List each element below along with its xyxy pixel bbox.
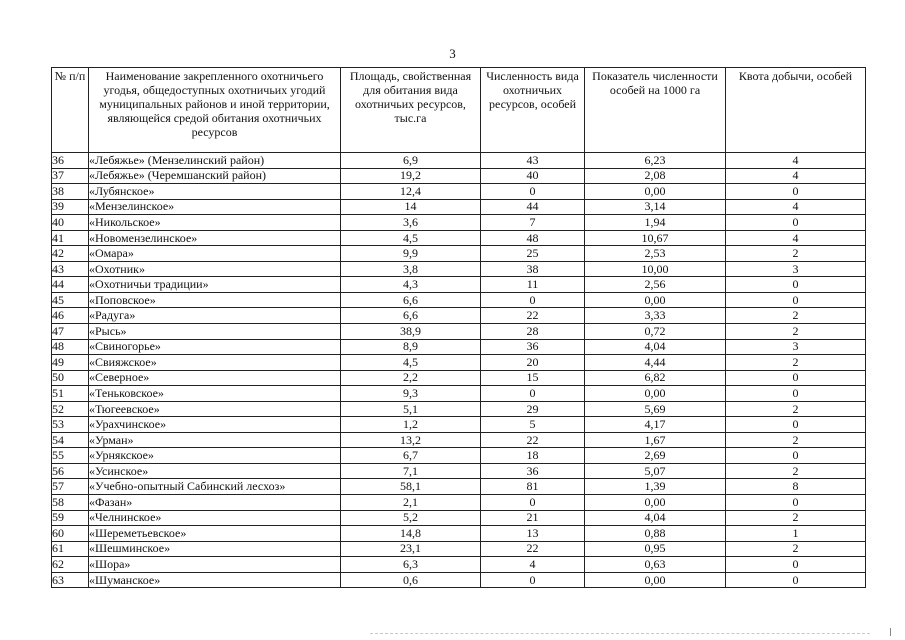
cell-quota: 2	[726, 463, 866, 479]
cell-density: 1,94	[585, 215, 726, 231]
cell-count: 22	[481, 541, 585, 557]
cell-density: 5,07	[585, 463, 726, 479]
header-quota: Квота добычи, особей	[726, 68, 866, 153]
cell-count: 43	[481, 153, 585, 169]
cell-name: «Теньковское»	[89, 386, 341, 402]
table-row	[52, 339, 866, 355]
cell-density: 0,88	[585, 526, 726, 542]
cell-quota: 2	[726, 510, 866, 526]
cell-density: 4,17	[585, 417, 726, 433]
cell-area: 4,5	[341, 355, 481, 371]
cell-num: 51	[52, 386, 89, 402]
cell-quota: 0	[726, 277, 866, 293]
table-row	[52, 401, 866, 417]
cell-name: «Усинское»	[89, 463, 341, 479]
cell-area: 9,9	[341, 246, 481, 262]
cell-count: 29	[481, 401, 585, 417]
table-header-row	[52, 68, 866, 153]
cell-name: «Урнякское»	[89, 448, 341, 464]
header-area: Площадь, свойственная для обитания вида охотничьих ресурсов, тыс.га	[341, 68, 481, 153]
cell-count: 36	[481, 339, 585, 355]
cell-quota: 2	[726, 246, 866, 262]
cell-area: 5,1	[341, 401, 481, 417]
cell-num: 48	[52, 339, 89, 355]
cell-area: 6,6	[341, 292, 481, 308]
cell-quota: 0	[726, 495, 866, 511]
cell-density: 3,14	[585, 199, 726, 215]
cell-name: «Урман»	[89, 432, 341, 448]
cell-density: 6,82	[585, 370, 726, 386]
cell-area: 1,2	[341, 417, 481, 433]
header-name: Наименование закрепленного охотничьего угодья, общедоступных охотничьих угодий муниципальных районов и иной территории, являющейся средой обитания охотничьих ресурсов	[89, 68, 341, 153]
cell-density: 3,33	[585, 308, 726, 324]
cell-density: 4,44	[585, 355, 726, 371]
cell-num: 42	[52, 246, 89, 262]
cell-name: «Свияжское»	[89, 355, 341, 371]
header-count: Численность вида охотничьих ресурсов, особей	[481, 68, 585, 153]
cell-quota: 4	[726, 168, 866, 184]
cell-name: «Шуманское»	[89, 572, 341, 588]
cell-num: 37	[52, 168, 89, 184]
cell-quota: 3	[726, 339, 866, 355]
cell-count: 20	[481, 355, 585, 371]
cell-name: «Шереметьевское»	[89, 526, 341, 542]
cell-name: «Северное»	[89, 370, 341, 386]
cell-name: «Шора»	[89, 557, 341, 573]
cell-quota: 2	[726, 401, 866, 417]
cell-quota: 0	[726, 572, 866, 588]
table-row	[52, 246, 866, 262]
cell-density: 0,00	[585, 495, 726, 511]
cell-area: 8,9	[341, 339, 481, 355]
cell-count: 0	[481, 495, 585, 511]
cell-num: 49	[52, 355, 89, 371]
cell-num: 38	[52, 184, 89, 200]
cell-quota: 2	[726, 541, 866, 557]
table-body	[52, 153, 866, 588]
cell-count: 5	[481, 417, 585, 433]
cell-name: «Лубянское»	[89, 184, 341, 200]
cell-density: 2,69	[585, 448, 726, 464]
cell-count: 38	[481, 261, 585, 277]
table-row	[52, 541, 866, 557]
cell-quota: 0	[726, 370, 866, 386]
cell-quota: 1	[726, 526, 866, 542]
cell-density: 0,63	[585, 557, 726, 573]
cell-quota: 2	[726, 324, 866, 340]
cell-count: 40	[481, 168, 585, 184]
cell-area: 14,8	[341, 526, 481, 542]
table-row	[52, 463, 866, 479]
table-row	[52, 479, 866, 495]
cell-density: 0,72	[585, 324, 726, 340]
page-number: 3	[449, 46, 456, 61]
cell-area: 5,2	[341, 510, 481, 526]
cell-count: 21	[481, 510, 585, 526]
cell-density: 10,00	[585, 261, 726, 277]
cell-name: «Учебно-опытный Сабинский лесхоз»	[89, 479, 341, 495]
cell-area: 6,3	[341, 557, 481, 573]
cell-density: 0,00	[585, 386, 726, 402]
cell-density: 2,08	[585, 168, 726, 184]
cell-quota: 0	[726, 557, 866, 573]
cell-quota: 0	[726, 417, 866, 433]
cell-count: 13	[481, 526, 585, 542]
cell-area: 7,1	[341, 463, 481, 479]
cell-num: 63	[52, 572, 89, 588]
cell-area: 6,6	[341, 308, 481, 324]
cell-count: 25	[481, 246, 585, 262]
cell-density: 10,67	[585, 230, 726, 246]
cell-num: 43	[52, 261, 89, 277]
cell-name: «Лебяжье» (Мензелинский район)	[89, 153, 341, 169]
cell-quota: 4	[726, 199, 866, 215]
cell-density: 2,53	[585, 246, 726, 262]
cell-name: «Урахчинское»	[89, 417, 341, 433]
cell-name: «Мензелинское»	[89, 199, 341, 215]
table-row	[52, 510, 866, 526]
table-row	[52, 557, 866, 573]
cell-count: 28	[481, 324, 585, 340]
header-density: Показатель численности особей на 1000 га	[585, 68, 726, 153]
hunting-quota-table	[51, 67, 866, 588]
cell-quota: 4	[726, 230, 866, 246]
cell-density: 0,00	[585, 292, 726, 308]
cell-quota: 0	[726, 215, 866, 231]
cell-count: 0	[481, 292, 585, 308]
cell-density: 4,04	[585, 339, 726, 355]
table-row	[52, 448, 866, 464]
table-row	[52, 355, 866, 371]
cell-density: 4,04	[585, 510, 726, 526]
cell-num: 39	[52, 199, 89, 215]
cell-area: 6,7	[341, 448, 481, 464]
table-row	[52, 215, 866, 231]
cell-quota: 0	[726, 292, 866, 308]
cell-area: 2,1	[341, 495, 481, 511]
table-row	[52, 277, 866, 293]
table-row	[52, 292, 866, 308]
cell-num: 47	[52, 324, 89, 340]
cell-area: 2,2	[341, 370, 481, 386]
table-row	[52, 199, 866, 215]
cell-name: «Шешминское»	[89, 541, 341, 557]
cell-name: «Охотник»	[89, 261, 341, 277]
cell-name: «Фазан»	[89, 495, 341, 511]
scan-artifact-mark	[890, 628, 891, 636]
cell-count: 81	[481, 479, 585, 495]
cell-quota: 2	[726, 355, 866, 371]
cell-name: «Тюгеевское»	[89, 401, 341, 417]
cell-area: 4,5	[341, 230, 481, 246]
cell-num: 59	[52, 510, 89, 526]
cell-count: 15	[481, 370, 585, 386]
cell-num: 54	[52, 432, 89, 448]
cell-density: 0,95	[585, 541, 726, 557]
cell-num: 62	[52, 557, 89, 573]
cell-count: 0	[481, 572, 585, 588]
cell-area: 12,4	[341, 184, 481, 200]
table-row	[52, 324, 866, 340]
cell-name: «Поповское»	[89, 292, 341, 308]
table-row	[52, 168, 866, 184]
cell-count: 11	[481, 277, 585, 293]
table-row	[52, 184, 866, 200]
cell-name: «Омара»	[89, 246, 341, 262]
cell-name: «Свиногорье»	[89, 339, 341, 355]
cell-quota: 0	[726, 184, 866, 200]
cell-area: 19,2	[341, 168, 481, 184]
table-row	[52, 153, 866, 169]
cell-quota: 4	[726, 153, 866, 169]
table-row	[52, 526, 866, 542]
header-num: № п/п	[52, 68, 89, 153]
cell-name: «Новомензелинское»	[89, 230, 341, 246]
cell-num: 55	[52, 448, 89, 464]
cell-density: 2,56	[585, 277, 726, 293]
cell-name: «Никольское»	[89, 215, 341, 231]
cell-quota: 2	[726, 432, 866, 448]
cell-count: 44	[481, 199, 585, 215]
cell-num: 61	[52, 541, 89, 557]
cell-num: 60	[52, 526, 89, 542]
cell-num: 58	[52, 495, 89, 511]
cell-count: 0	[481, 386, 585, 402]
cell-area: 0,6	[341, 572, 481, 588]
cell-density: 6,23	[585, 153, 726, 169]
cell-density: 0,00	[585, 572, 726, 588]
cell-area: 9,3	[341, 386, 481, 402]
cell-num: 52	[52, 401, 89, 417]
cell-area: 13,2	[341, 432, 481, 448]
cell-density: 5,69	[585, 401, 726, 417]
cell-area: 3,8	[341, 261, 481, 277]
cell-num: 53	[52, 417, 89, 433]
table-row	[52, 417, 866, 433]
table-row	[52, 308, 866, 324]
cell-area: 6,9	[341, 153, 481, 169]
cell-quota: 3	[726, 261, 866, 277]
cell-num: 45	[52, 292, 89, 308]
cell-name: «Охотничьи традиции»	[89, 277, 341, 293]
table-row	[52, 495, 866, 511]
cell-num: 57	[52, 479, 89, 495]
cell-area: 38,9	[341, 324, 481, 340]
table-row	[52, 572, 866, 588]
cell-name: «Лебяжье» (Черемшанский район)	[89, 168, 341, 184]
cell-num: 46	[52, 308, 89, 324]
cell-quota: 0	[726, 386, 866, 402]
table-row	[52, 230, 866, 246]
cell-area: 14	[341, 199, 481, 215]
cell-quota: 2	[726, 308, 866, 324]
cell-area: 3,6	[341, 215, 481, 231]
table-row	[52, 432, 866, 448]
cell-count: 0	[481, 184, 585, 200]
cell-num: 40	[52, 215, 89, 231]
cell-density: 1,67	[585, 432, 726, 448]
cell-area: 23,1	[341, 541, 481, 557]
cell-count: 22	[481, 308, 585, 324]
cell-num: 41	[52, 230, 89, 246]
cell-quota: 8	[726, 479, 866, 495]
cell-num: 56	[52, 463, 89, 479]
cell-count: 48	[481, 230, 585, 246]
table-row	[52, 386, 866, 402]
cell-count: 22	[481, 432, 585, 448]
cell-density: 1,39	[585, 479, 726, 495]
scan-artifact-line	[370, 633, 870, 636]
cell-num: 50	[52, 370, 89, 386]
cell-name: «Рысь»	[89, 324, 341, 340]
cell-name: «Челнинское»	[89, 510, 341, 526]
table-row	[52, 370, 866, 386]
cell-count: 36	[481, 463, 585, 479]
cell-count: 18	[481, 448, 585, 464]
cell-area: 4,3	[341, 277, 481, 293]
cell-name: «Радуга»	[89, 308, 341, 324]
cell-count: 4	[481, 557, 585, 573]
cell-density: 0,00	[585, 184, 726, 200]
table-row	[52, 261, 866, 277]
cell-num: 36	[52, 153, 89, 169]
cell-num: 44	[52, 277, 89, 293]
cell-area: 58,1	[341, 479, 481, 495]
cell-quota: 0	[726, 448, 866, 464]
cell-count: 7	[481, 215, 585, 231]
